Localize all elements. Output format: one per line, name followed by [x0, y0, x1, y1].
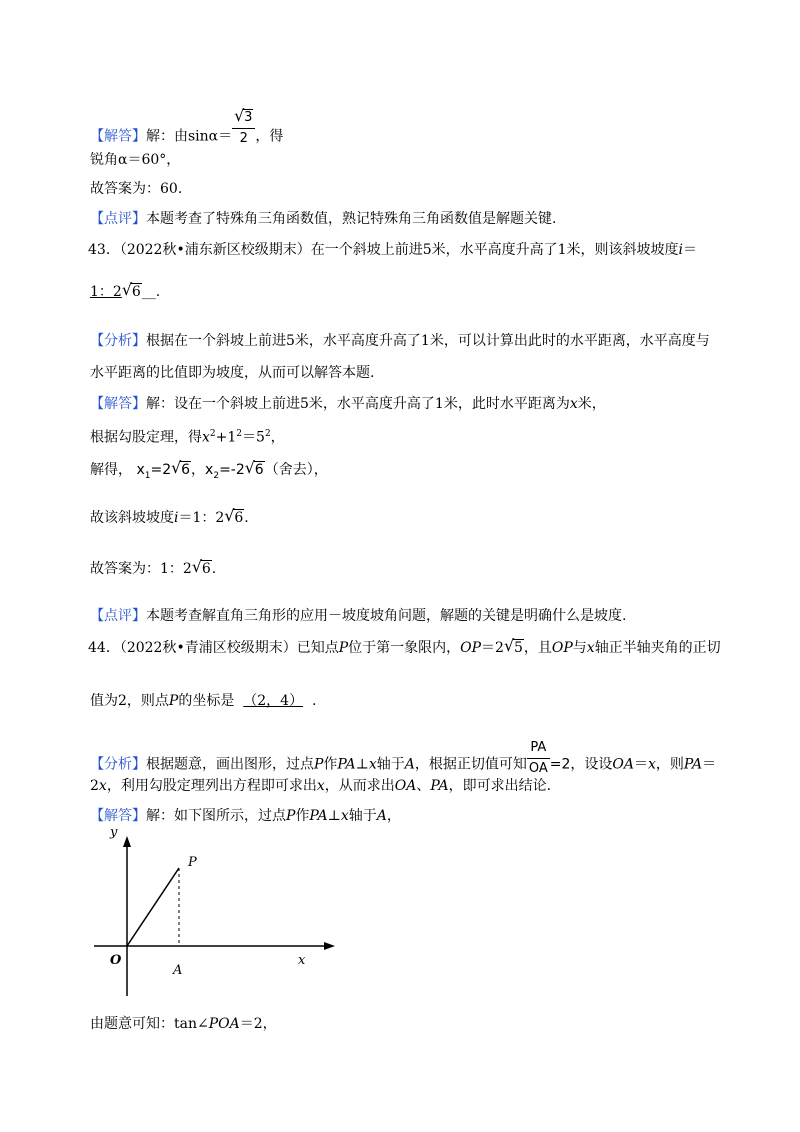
q42-line2: 锐角α＝60°，: [90, 152, 181, 168]
q44-stem-1: 44．（2022秋•青浦区校级期末）已知点P位于第一象限内，OP＝2√ 5，且OP与x轴正半轴夹角的正切: [88, 638, 721, 658]
fenxi-tag: 【分析】: [90, 333, 146, 349]
y-label: y: [110, 825, 118, 840]
q42-jieda-line: 【解答】解：由sinα＝ √ $\frac{3}{2}$ ，得: [90, 116, 283, 157]
dianping-tag: 【点评】: [90, 211, 146, 227]
q44-last-line: 由题意可知：tan∠POA＝2，: [90, 1016, 277, 1032]
q44-stem-2: 值为2，则点P的坐标是 （2，4） .: [90, 693, 317, 709]
x-label: x: [298, 953, 306, 968]
jieda-tag: 【解答】: [90, 396, 146, 412]
q43-answer: 1：2√ 6__.: [90, 282, 160, 302]
dianping-tag: 【点评】: [90, 608, 146, 624]
o-label: O: [110, 953, 122, 968]
p-label: P: [188, 855, 197, 870]
q43-fenxi-1: 【分析】根据在一个斜坡上前进5米，水平高度升高了1米，可以计算出此时的水平距离，水平高度与: [90, 333, 710, 349]
jieda-tag: 【解答】: [90, 128, 146, 145]
fraction: $\frac{PA}{OA}$: [528, 740, 548, 776]
q43-jieda-2: 根据勾股定理，得$x^2+1^2=5^2$，: [90, 429, 285, 446]
text: 解：由sinα＝: [146, 128, 233, 145]
a-label: A: [173, 963, 183, 978]
fenxi-tag: 【分析】: [90, 756, 146, 773]
q43-dianping: 【点评】本题考查解直角三角形的应用－坡度坡角问题，解题的关键是明确什么是坡度.: [90, 608, 627, 624]
jieda-tag: 【解答】: [90, 808, 146, 824]
q43-fenxi-2: 水平距离的比值即为坡度，从而可以解答本题.: [90, 365, 375, 381]
segment-op: [127, 868, 179, 946]
x-axis-arrow: [324, 942, 335, 950]
q44-fenxi-2: 2x，利用勾股定理列出方程即可求出x，从而求出OA、PA，即可求出结论.: [90, 778, 552, 794]
y-axis-arrow: [123, 836, 131, 847]
q43-jieda-4: 故该斜坡坡度i＝1：2√ 6.: [90, 508, 249, 528]
fraction: √ $\frac{3}{2}$: [232, 108, 255, 149]
q44-fenxi-1: 【分析】根据题意，画出图形，过点P作PA⊥x轴于A，根据正切值可知 $\frac{PA}{OA}$ =2，设设OA＝x，则PA＝: [90, 744, 716, 785]
q42-dianping: 【点评】本题考查了特殊角三角函数值，熟记特殊角三角函数值是解题关键.: [90, 211, 557, 227]
q43-jieda-1: 【解答】解：设在一个斜坡上前进5米，水平高度升高了1米，此时水平距离为x米，: [90, 396, 606, 412]
answer-blank: （2，4）: [243, 693, 304, 709]
q43-jieda-3: 解得， $x_1=2√$ 6，$x_2=-2√$ 6（舍去），: [90, 460, 328, 486]
q43-jieda-5: 故答案为：1：2√ 6.: [90, 559, 216, 579]
q42-line3: 故答案为：60.: [90, 181, 183, 197]
q44-jieda-1: 【解答】解：如下图所示，过点P作PA⊥x轴于A，: [90, 808, 401, 824]
coordinate-figure: [80, 822, 350, 1002]
q43-stem: 43．（2022秋•浦东新区校级期末）在一个斜坡上前进5米，水平高度升高了1米，则该斜坡坡度i＝: [88, 242, 697, 258]
